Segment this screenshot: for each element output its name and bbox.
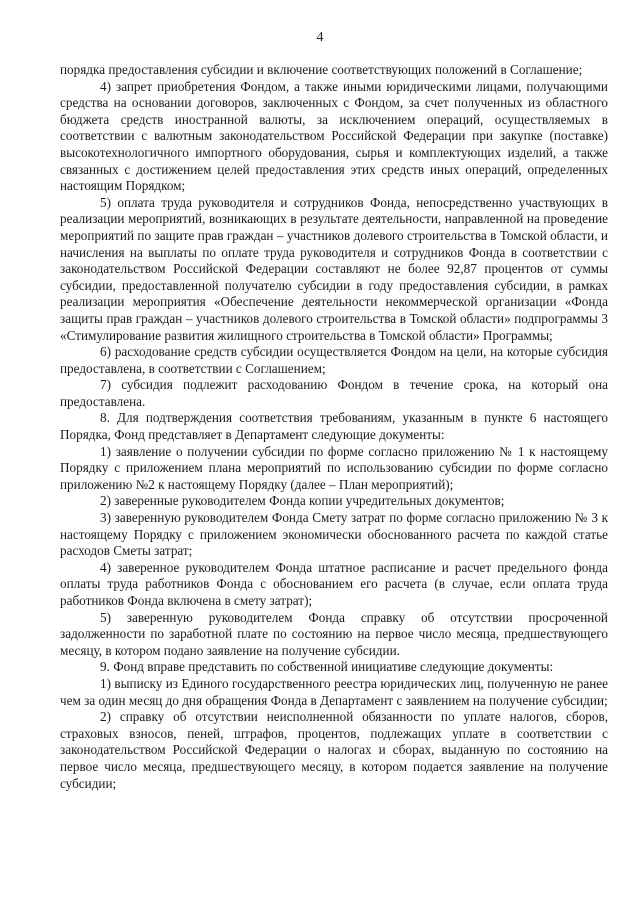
paragraph-item-7: 7) субсидия подлежит расходованию Фондом в течение срока, на который она предоставлена. [60, 377, 608, 409]
paragraph-item-4: 4) запрет приобретения Фондом, а также иными юридическими лицами, получающими средства на основании договоров, заключенных с Фондом, за счет полученных из областного бюджета средств иностранной валюты, за исключением операций, осуществляемых в соответствии с валютным законодательством Российской Федерации при закупке (поставке) высокотехнологичного импортного оборудования, сырья и комплектующих изделий, а также связанных с достижением целей предоставления этих средств иных операций, определенных настоящим Порядком; [60, 78, 608, 194]
paragraph-section-8-item-5: 5) заверенную руководителем Фонда справку об отсутствии просроченной задолженности по заработной плате по состоянию на первое число месяца, предшествующего месяцу, в котором подано заявление на получение субсидии. [60, 609, 608, 658]
page-number: 4 [316, 30, 324, 45]
paragraph-section-8-item-4: 4) заверенное руководителем Фонда штатное расписание и расчет предельного фонда оплаты труда работников Фонда с обоснованием его расчета (в случае, если оплата труда работников Фонда включена в смету затрат); [60, 559, 608, 608]
paragraph-item-6: 6) расходование средств субсидии осуществляется Фондом на цели, на которые субсидия предоставлена, в соответствии с Соглашением; [60, 344, 608, 376]
paragraph-section-8-item-3: 3) заверенную руководителем Фонда Смету затрат по форме согласно приложению № 3 к настоящему Порядку с приложением экономически обоснованного расчета по каждой статье расходов Сметы затрат; [60, 510, 608, 559]
document-body [60, 62, 608, 792]
paragraph-section-8-item-1: 1) заявление о получении субсидии по форме согласно приложению № 1 к настоящему Порядку с приложением плана мероприятий по использованию субсидии по форме согласно приложению №2 к настоящему Порядку (далее – План мероприятий); [60, 443, 608, 492]
paragraph-continuation: порядка предоставления субсидии и включение соответствующих положений в Соглашение; [60, 62, 583, 77]
paragraph-section-9: 9. Фонд вправе представить по собственной инициативе следующие документы: [100, 659, 554, 675]
paragraph-section-9-item-1: 1) выписку из Единого государственного реестра юридических лиц, полученную не ранее чем за один месяц до дня обращения Фонда в Департамент с заявлением на получение субсидии; [60, 675, 608, 708]
paragraph-section-8-item-2: 2) заверенные руководителем Фонда копии учредительных документов; [100, 493, 505, 509]
paragraph-section-9-item-2: 2) справку об отсутствии неисполненной обязанности по уплате налогов, сборов, страховых взносов, пеней, штрафов, процентов, подлежащих уплате в соответствии с законодательством Российской Федерации о налогах и сборах, выданную по состоянию на первое число месяца, предшествующего месяцу, в котором подается заявление на получение субсидии; [60, 709, 608, 791]
paragraph-section-8: 8. Для подтверждения соответствия требованиям, указанным в пункте 6 настоящего Порядка, Фонд представляет в Департамент следующие документы: [60, 410, 608, 443]
paragraph-item-5: 5) оплата труда руководителя и сотрудников Фонда, непосредственно участвующих в реализации мероприятий, возникающих в результате деятельности, направленной на проведение мероприятий по защите прав граждан – участников долевого строительства в Томской области, и начисления на выплаты по оплате труда руководителя и сотрудников Фонда в соответствии с законодательством Российской Федерации составляют не более 92,87 процентов от суммы субсидии, предоставленной получателю субсидии в году предоставления субсидии, в рамках реализации мероприятия «Обеспечение деятельности некоммерческой организации «Фонда защиты прав граждан – участников долевого строительства в Томской области» подпрограммы 3 «Стимулирование развития жилищного строительства в Томской области» Программы; [60, 194, 608, 343]
